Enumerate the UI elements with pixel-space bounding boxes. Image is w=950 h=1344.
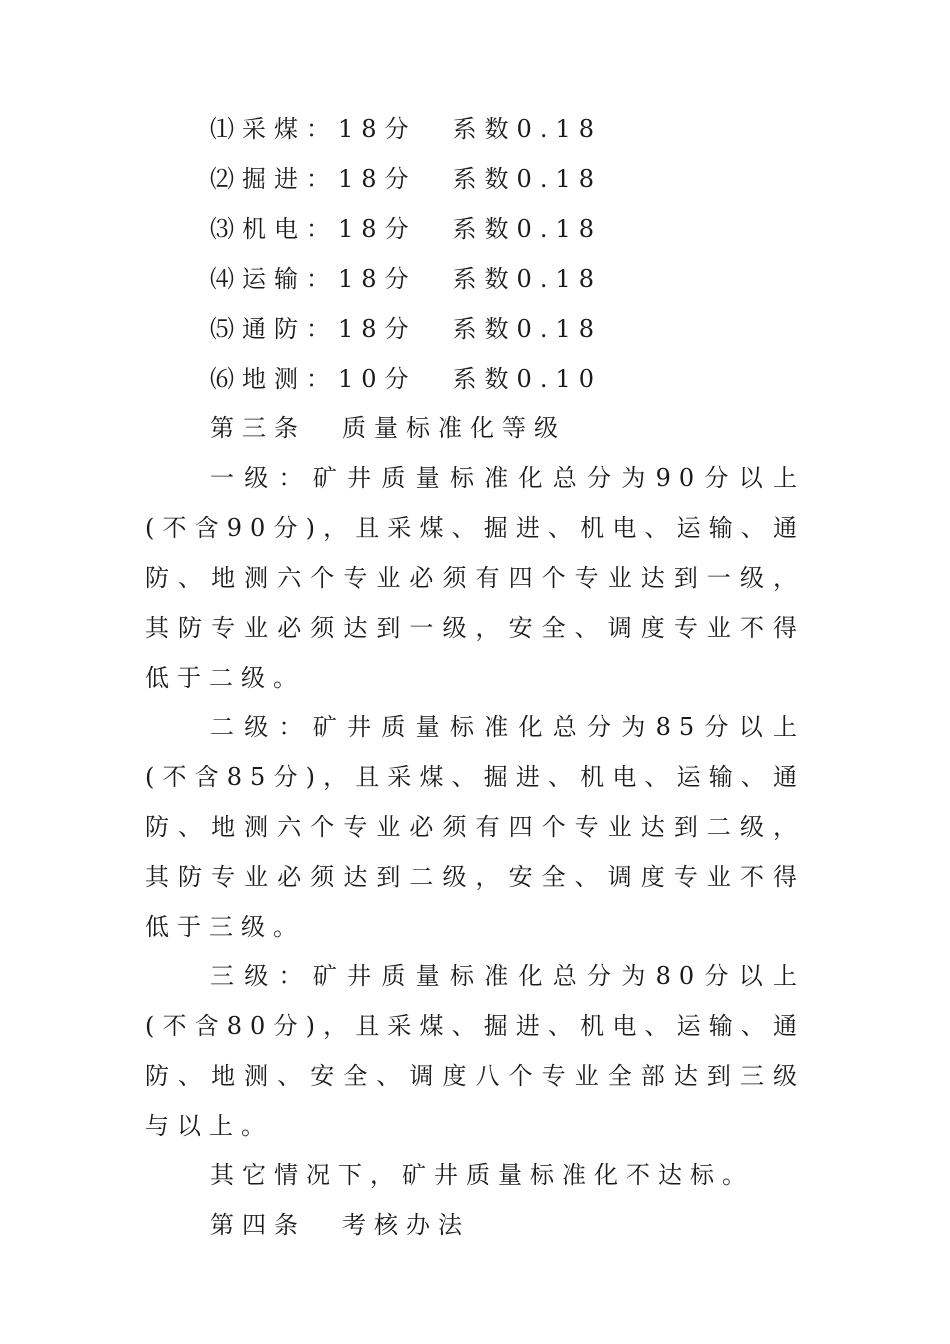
item-marker: ⑸ — [210, 315, 242, 343]
level2-line-2: (不含85分)，且采煤、掘进、机电、运输、通 — [145, 763, 805, 791]
article-3-heading — [210, 413, 870, 443]
item-name: 掘进： — [242, 165, 338, 193]
item-score: 10分 — [338, 365, 417, 393]
article-title: 考核办法 — [342, 1211, 470, 1239]
article-4-heading — [210, 1210, 870, 1240]
item-marker: ⑵ — [210, 165, 242, 193]
item-marker: ⑶ — [210, 215, 242, 243]
item-name: 地测： — [242, 365, 338, 393]
item-coefficient: 系数0.18 — [452, 165, 602, 193]
level1-line-2: (不含90分)，且采煤、掘进、机电、运输、通 — [145, 514, 805, 542]
level1-line-4: 其防专业必须达到一级，安全、调度专业不得 — [145, 614, 805, 642]
item-name: 通防： — [242, 315, 338, 343]
level1-line-3: 防、地测六个专业必须有四个专业达到一级， — [145, 564, 805, 592]
item-marker: ⑷ — [210, 265, 242, 293]
item-name: 运输： — [242, 265, 338, 293]
item-marker: ⑴ — [210, 115, 242, 143]
level2-line-5: 低于三级。 — [145, 913, 305, 941]
list-item-transport — [210, 264, 870, 294]
item-coefficient: 系数0.10 — [452, 365, 602, 393]
item-coefficient: 系数0.18 — [452, 265, 602, 293]
level3-line-2: (不含80分)，且采煤、掘进、机电、运输、通 — [145, 1012, 805, 1040]
other-cases-paragraph: 其它情况下，矿井质量标准化不达标。 — [210, 1161, 754, 1189]
article-label: 第四条 — [210, 1211, 306, 1239]
level1-line-1: 一级：矿井质量标准化总分为90分以上 — [210, 464, 805, 492]
article-title: 质量标准化等级 — [342, 414, 566, 442]
item-score: 18分 — [338, 215, 417, 243]
list-item-electromechanical — [210, 214, 870, 244]
level2-line-3: 防、地测六个专业必须有四个专业达到二级， — [145, 813, 805, 841]
item-score: 18分 — [338, 115, 417, 143]
level3-line-1: 三级：矿井质量标准化总分为80分以上 — [210, 962, 805, 990]
article-label: 第三条 — [210, 414, 306, 442]
level3-line-3: 防、地测、安全、调度八个专业全部达到三级 — [145, 1062, 805, 1090]
item-coefficient: 系数0.18 — [452, 215, 602, 243]
list-item-ventilation — [210, 314, 870, 344]
item-score: 18分 — [338, 315, 417, 343]
level2-line-4: 其防专业必须达到二级，安全、调度专业不得 — [145, 863, 805, 891]
item-name: 机电： — [242, 215, 338, 243]
level1-line-5: 低于二级。 — [145, 664, 305, 692]
list-item-excavation — [210, 164, 870, 194]
item-score: 18分 — [338, 165, 417, 193]
list-item-survey — [210, 364, 870, 394]
level3-line-4: 与以上。 — [145, 1112, 273, 1140]
list-item-coal-mining — [210, 114, 870, 144]
item-score: 18分 — [338, 265, 417, 293]
item-coefficient: 系数0.18 — [452, 115, 602, 143]
item-marker: ⑹ — [210, 365, 242, 393]
level2-line-1: 二级：矿井质量标准化总分为85分以上 — [210, 713, 805, 741]
item-coefficient: 系数0.18 — [452, 315, 602, 343]
item-name: 采煤： — [242, 115, 338, 143]
